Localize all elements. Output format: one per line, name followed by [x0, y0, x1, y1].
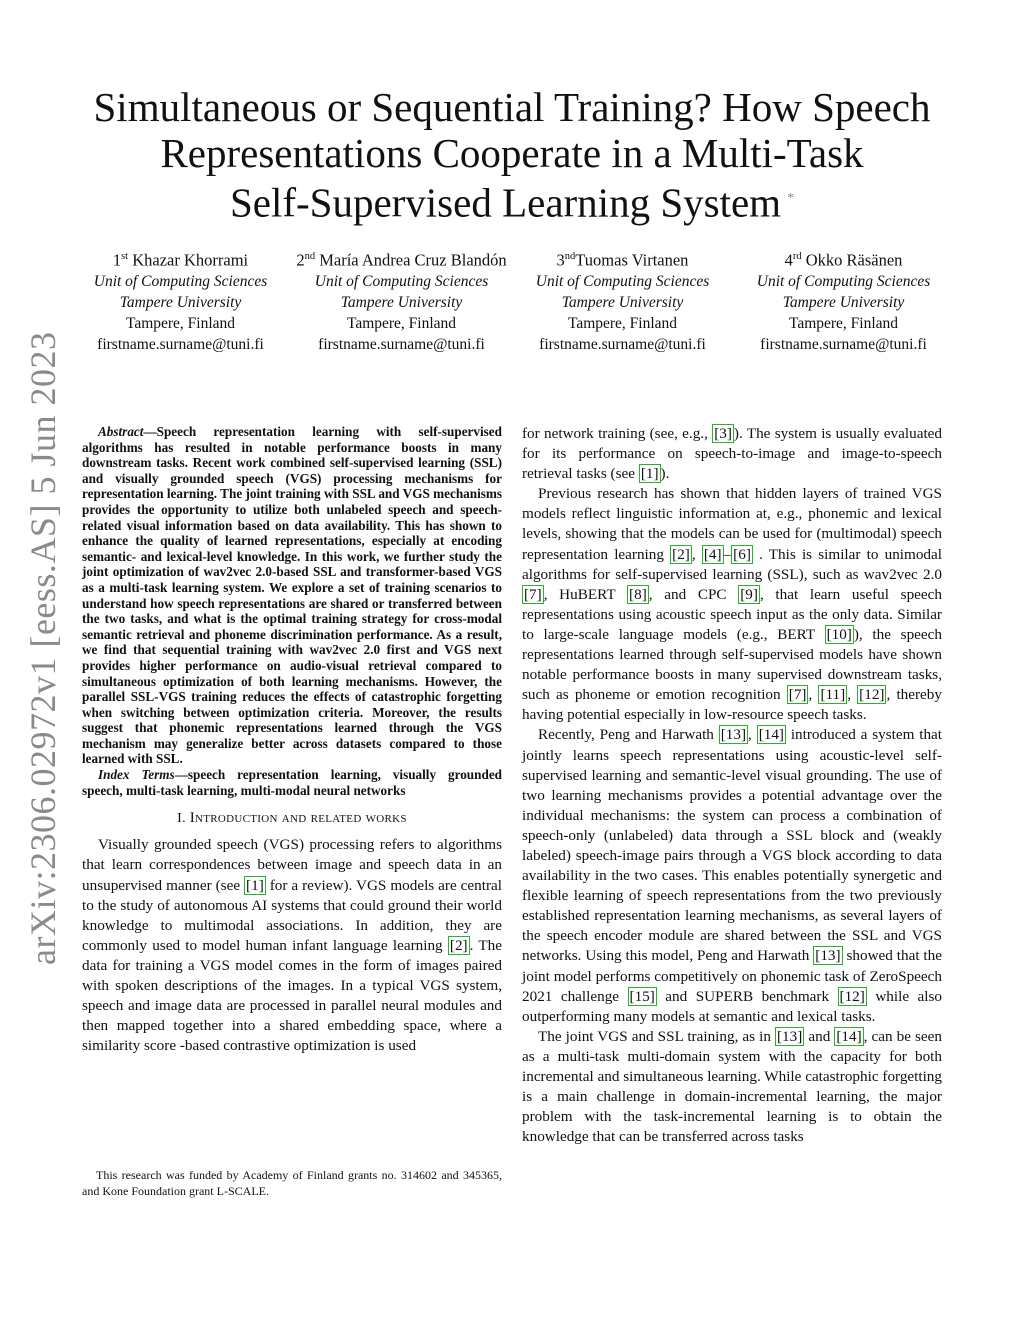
- citation-link[interactable]: [2]: [449, 936, 468, 954]
- author-4: 4rd Okko Räsänen Unit of Computing Sciences Tampere University Tampere, Finland firstname.surname@tuni.fi: [733, 246, 954, 355]
- author-1: 1st Khazar Khorrami Unit of Computing Sciences Tampere University Tampere, Finland firstname.surname@tuni.fi: [70, 246, 291, 355]
- author-block: [70, 246, 954, 355]
- citation-link[interactable]: [14]: [836, 1027, 862, 1045]
- paragraph: Recently, Peng and Harwath [13] , [14] introduced a system that jointly learns speech representations using acoustic-level self-supervised learning and semantic-level visual grounding. The use of two learning mechanisms provides a potential advantage over the individual mechanisms: the system can process a combination of speech-only (unlabeled) data through a SSL block and (weakly labeled) speech-image pairs through a VGS block according to data availability in the two cases. This enables potentially synergetic and flexible learning of speech representations from the two previously established representation learning mechanisms, as several layers of the speech encoder module are shared between the SSL and VGS networks. Using this model, Peng and Harwath [13] showed that the joint model performs competitively on phonemic task of ZeroSpeech 2021 challenge [15] and SUPERB benchmark [12] while also outperforming many models at semantic and lexical tasks.: [522, 726, 942, 1025]
- author-email[interactable]: firstname.surname@tuni.fi: [97, 335, 264, 353]
- citation-link[interactable]: [8]: [629, 585, 647, 603]
- author-name: Okko Räsänen: [805, 250, 903, 270]
- author-email[interactable]: firstname.surname@tuni.fi: [760, 335, 927, 353]
- right-column: [522, 424, 942, 1147]
- left-column: [82, 424, 502, 1056]
- author-name: Khazar Khorrami: [132, 250, 249, 270]
- abstract: Abstract—Speech representation learning with self-supervised algorithms has resulted in notable performance boosts in many downstream tasks. Recent work combined self-supervised learning (SSL) and visually grounded speech (VGS) processing mechanisms for representation learning. The joint training with SSL and VGS mechanisms provides the opportunity to utilize both unlabeled speech and speech-related visual information based on data availability. This has shown to enhance the quality of learned representations, especially at encoding semantic- and lexical-level knowledge. In this work, we further study the joint optimization of wav2vec 2.0-based SSL and transformer-based VGS as a multi-task learning system. We explore a set of training scenarios to understand how speech representations are shared or transferred between the two tasks, and what is the optimal training strategy for cross-modal semantic retrieval and phoneme discrimination performance. As a result, we find that sequential training with wav2vec 2.0 first and VGS next provides higher performance on audio-visual retrieval compared to simultaneous optimization of both learning mechanisms. However, the parallel SSL-VGS training reduces the effects of catastrophic forgetting when switching between optimization criteria. Moreover, the results suggest that phonemic representations learned through the VGS mechanism may generalize better across datasets compared to those learned with SSL.: [82, 424, 502, 767]
- citation-link[interactable]: [6]: [733, 545, 751, 563]
- paper-title: [60, 84, 964, 226]
- arxiv-identifier: arXiv:2306.02972v1 [eess.AS] 5 Jun 2023: [23, 331, 63, 965]
- citation-link[interactable]: [7]: [788, 686, 807, 704]
- citation-link[interactable]: [15]: [629, 987, 655, 1005]
- author-2: 2nd María Andrea Cruz Blandón Unit of Computing Sciences Tampere University Tampere, Finland firstname.surname@tuni.fi: [291, 246, 512, 355]
- paragraph: Previous research has shown that hidden layers of trained VGS models reflect linguistic information at, e.g., phonemic and lexical levels, showing that the models can be used for (multimodal) speech representation learning [2] , [4] – [6] . This is similar to unimodal algorithms for self-supervised learning (SSL), such as wav2vec 2.0 [7] , HuBERT [8] , and CPC [9] , that learn useful speech representations using acoustic speech input as the only data. Similar to large-scale language models (e.g., BERT [10] ), the speech representations learned through self-supervised models have shown notable performance boosts in many supervised downstream tasks, such as phoneme or emotion recognition [7] , [11] , [12] , thereby having potential especially in low-resource speech tasks.: [522, 485, 942, 724]
- citation-link[interactable]: [10]: [826, 625, 852, 643]
- title-line-3: Self-Supervised Learning System *: [229, 179, 795, 226]
- citation-link[interactable]: [2]: [672, 545, 690, 563]
- citation-link[interactable]: [11]: [820, 686, 846, 704]
- title-footnote-mark[interactable]: *: [787, 191, 795, 206]
- intro-paragraph: Visually grounded speech (VGS) processing refers to algorithms that learn correspondences between image and speech data in an unsupervised manner (see [1] for a review). VGS models are central to the study of autonomous AI systems that could ground their world knowledge to multimodal associations. In addition, they are commonly used to model human infant language learning [2] . The data for training a VGS model comes in the form of images paired with spoken descriptions of the images. In a typical VGS system, speech and image data are processed in parallel neural modules and then mapped together into a shared embedding space, where a similarity score -based contrastive optimization is used: [82, 836, 502, 1055]
- paragraph: The joint VGS and SSL training, as in [13] and [14] , can be seen as a multi-task multi-domain system with the capacity for both incremental and simultaneous learning. While catastrophic forgetting is a main challenge in domain-incremental learning, the major problem with the task-incremental learning is to obtain the knowledge that can be transferred across tasks: [522, 1027, 942, 1146]
- citation-link[interactable]: [13]: [815, 947, 841, 965]
- citation-link[interactable]: [12]: [839, 987, 865, 1005]
- title-line-2: Representations Cooperate in a Multi-Task: [160, 130, 864, 176]
- index-terms: Index Terms—speech representation learning, visually grounded speech, multi-task learning, multi-modal neural networks: [82, 767, 503, 798]
- author-3: 3ndTuomas Virtanen Unit of Computing Sciences Tampere University Tampere, Finland firstname.surname@tuni.fi: [512, 246, 733, 355]
- citation-link[interactable]: [14]: [758, 726, 784, 744]
- title-line-1: Simultaneous or Sequential Training? How Speech: [93, 84, 931, 130]
- citation-link[interactable]: [1]: [246, 876, 264, 894]
- citation-link[interactable]: [7]: [524, 585, 542, 603]
- paragraph: for network training (see, e.g., [3] ). The system is usually evaluated for its performance on speech-to-image and image-to-speech retrieval tasks (see [1] ).: [522, 425, 942, 483]
- author-name: Tuomas Virtanen: [575, 250, 689, 270]
- citation-link[interactable]: [13]: [777, 1027, 803, 1045]
- author-name: María Andrea Cruz Blandón: [319, 250, 507, 270]
- author-email[interactable]: firstname.surname@tuni.fi: [318, 335, 485, 353]
- funding-footnote: This research was funded by Academy of Finland grants no. 314602 and 345365, and Kone Foundation grant L-SCALE.: [82, 1168, 502, 1198]
- citation-link[interactable]: [9]: [740, 585, 758, 603]
- citation-link[interactable]: [1]: [640, 465, 659, 483]
- citation-link[interactable]: [3]: [714, 425, 732, 442]
- author-email[interactable]: firstname.surname@tuni.fi: [539, 335, 706, 353]
- section-heading: I. Introduction and related works: [177, 810, 407, 827]
- citation-link[interactable]: [13]: [720, 726, 747, 744]
- citation-link[interactable]: [12]: [859, 686, 885, 704]
- citation-link[interactable]: [4]: [703, 545, 722, 563]
